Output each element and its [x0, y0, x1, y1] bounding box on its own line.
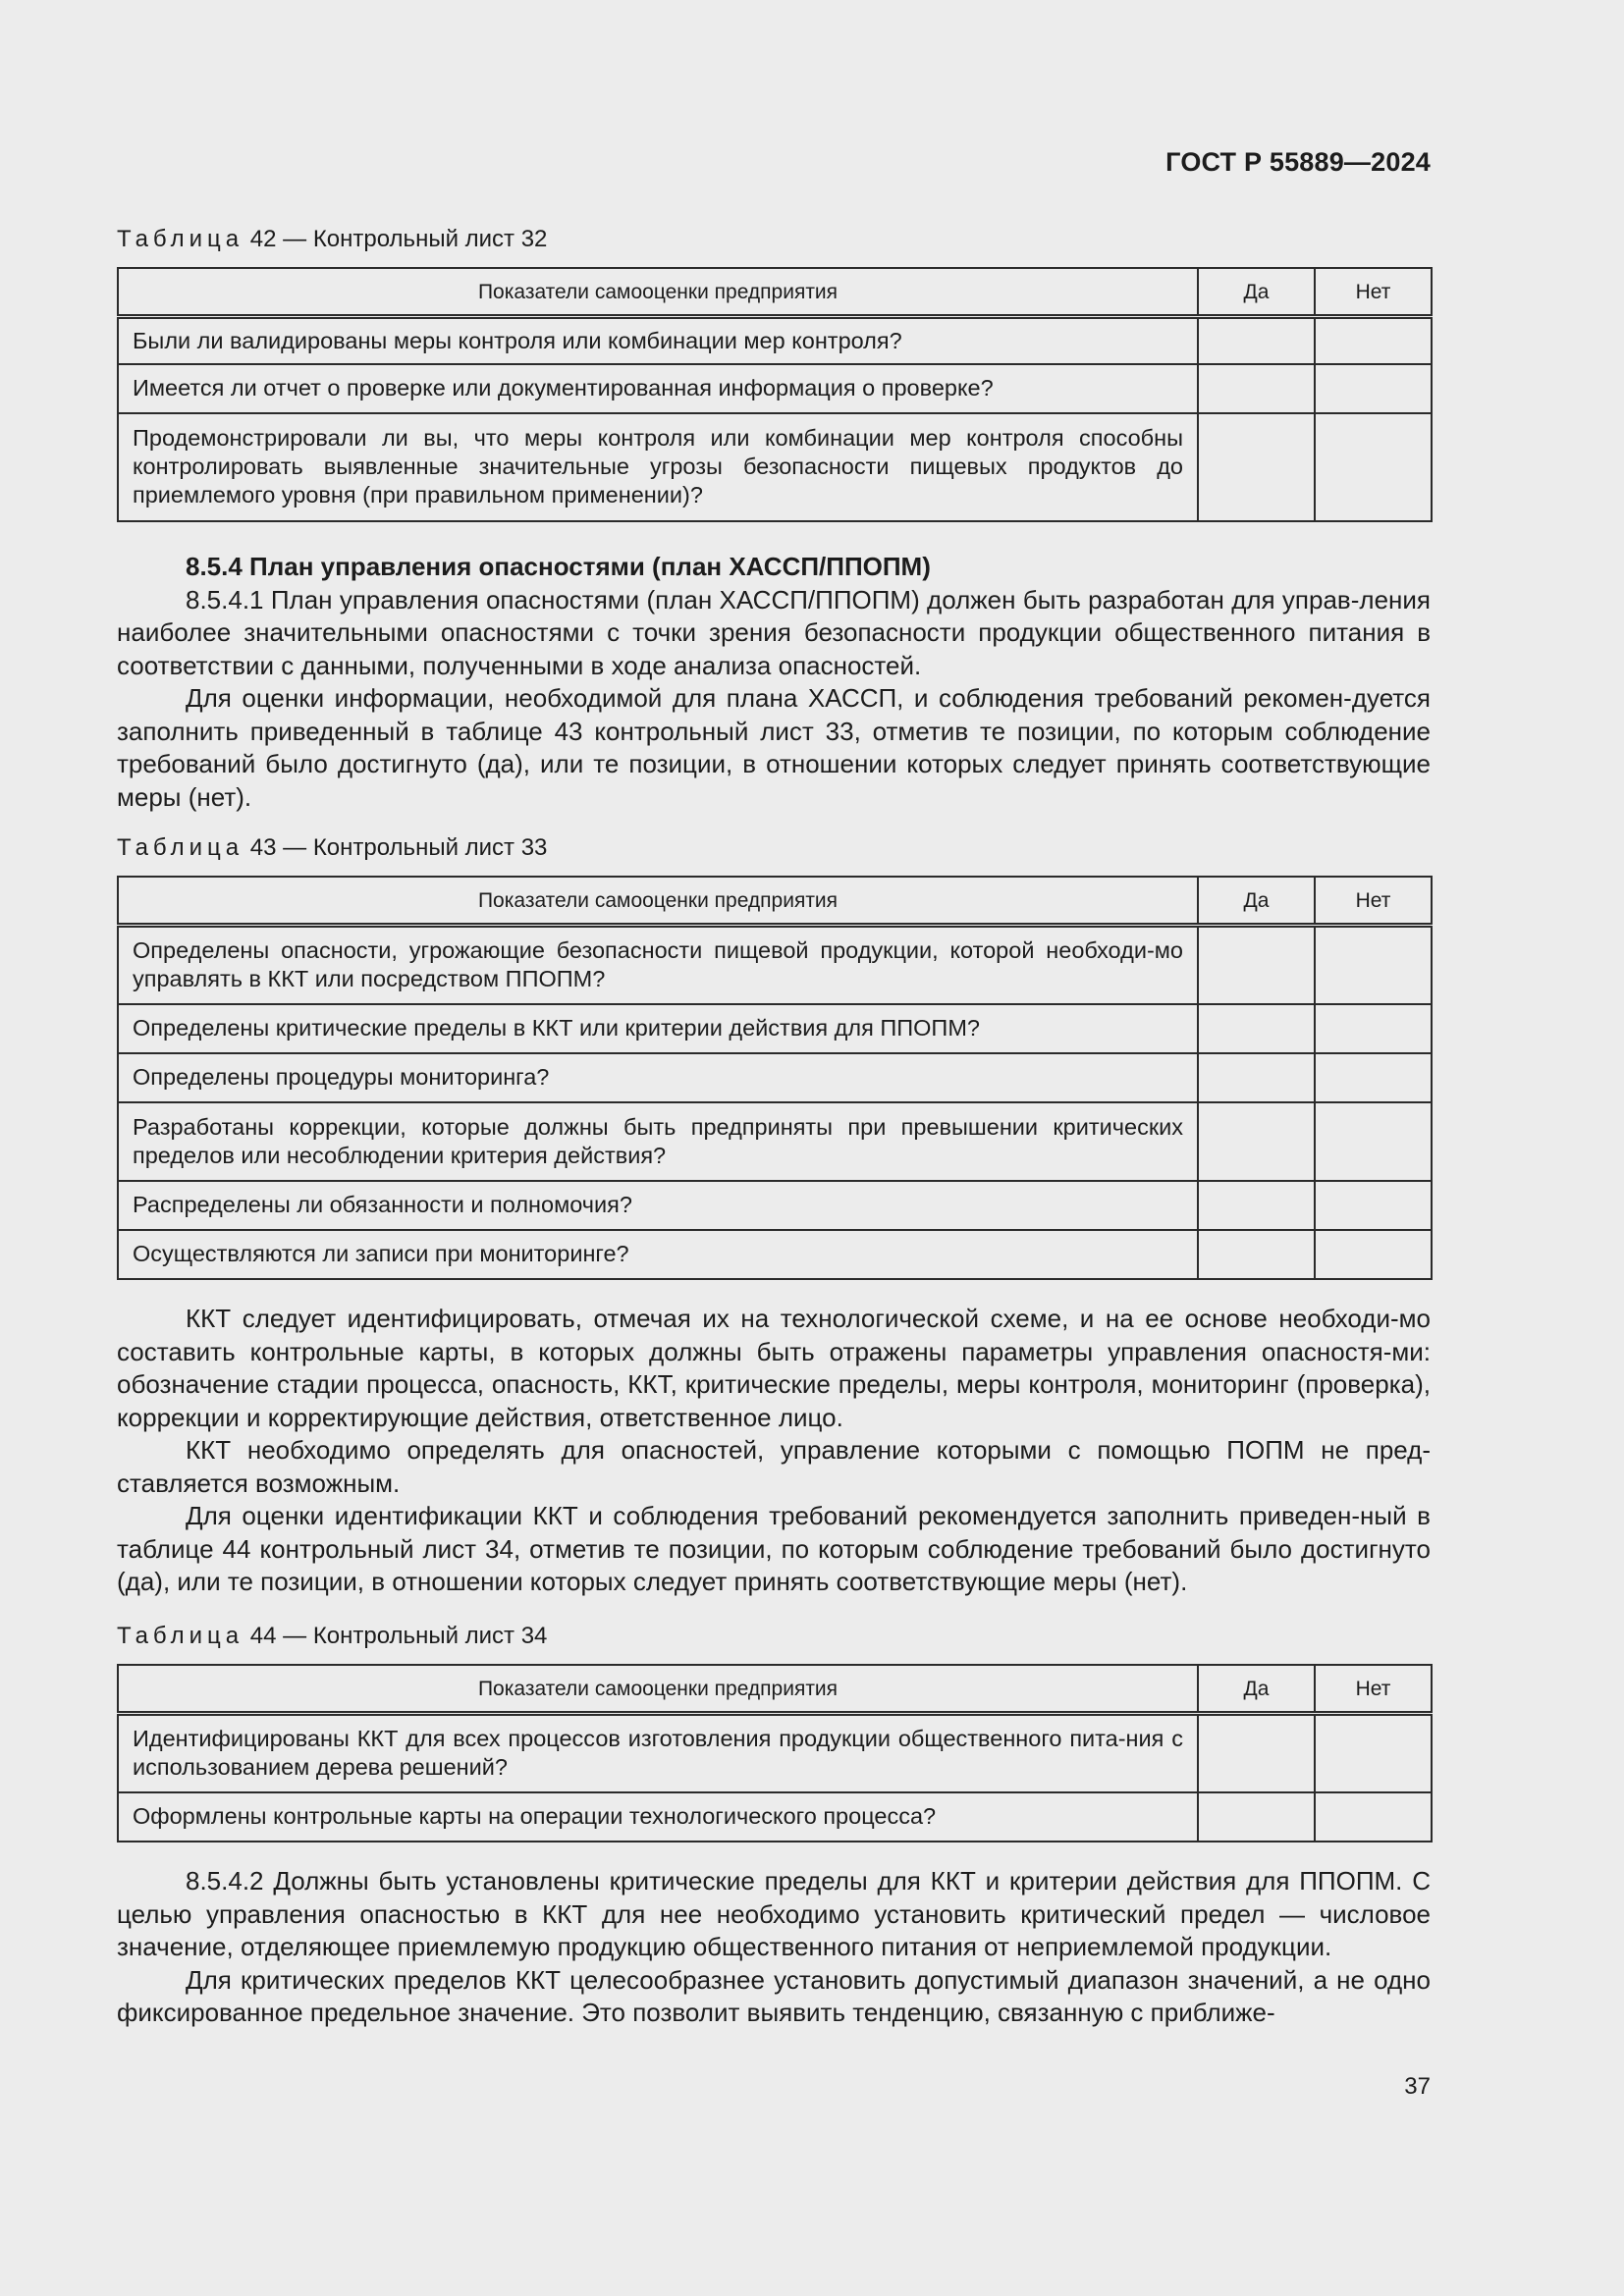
table-44-caption-word: Таблица — [117, 1623, 244, 1649]
yes-cell[interactable] — [1198, 1181, 1315, 1230]
table-row — [118, 413, 1432, 521]
table-44-caption-text: 44 — Контрольный лист 34 — [249, 1623, 548, 1649]
checklist-table-34 — [117, 1664, 1433, 1842]
standard-designation: ГОСТ Р 55889—2024 — [1165, 147, 1431, 177]
paragraph: 8.5.4.2 Должны быть установлены критические пределы для ККТ и критерии действия для ППОПМ. С целью управления опасностью в ККТ для нее необходимо установить критический предел — числовое значение, отделяющее приемлемую продукцию общественного питания от неприемлемой продукции. — [117, 1866, 1431, 1961]
text-after-table-43 — [117, 1303, 1431, 1599]
column-header-yes: Да — [1198, 1665, 1315, 1714]
table-row — [118, 1053, 1432, 1102]
column-header-yes: Да — [1198, 877, 1315, 926]
column-header-indicator: Показатели самооценки предприятия — [118, 268, 1198, 317]
paragraph: Для оценки идентификации ККТ и соблюдения требований рекомендуется заполнить приведен-ный в таблице 44 контрольный лист 34, отметив те позиции, по которым соблюдение требований было достигнуто (да), или те позиции, в отношении которых следует принять соответствующие меры (нет). — [117, 1501, 1431, 1596]
table-header-row — [118, 877, 1432, 926]
page-number: 37 — [1404, 2073, 1431, 2100]
question-cell: Имеется ли отчет о проверке или документированная информация о проверке? — [118, 364, 1198, 413]
question-cell: Определены критические пределы в ККТ или критерии действия для ППОПМ? — [118, 1004, 1198, 1053]
yes-cell[interactable] — [1198, 317, 1315, 364]
no-cell[interactable] — [1315, 1792, 1432, 1842]
question-cell: Определены опасности, угрожающие безопасности пищевой продукции, которой необходи-мо управлять в ККТ или посредством ППОПМ? — [118, 926, 1198, 1004]
table-row — [118, 1004, 1432, 1053]
question-cell: Разработаны коррекции, которые должны быть предприняты при превышении критических пределов или несоблюдении критерия действия? — [118, 1102, 1198, 1181]
table-42-caption-word: Таблица — [117, 226, 244, 252]
yes-cell[interactable] — [1198, 1053, 1315, 1102]
no-cell[interactable] — [1315, 1053, 1432, 1102]
question-cell: Продемонстрировали ли вы, что меры контроля или комбинации мер контроля способны контролировать выявленные значительные угрозы безопасности пищевых продуктов до приемлемого уровня (при правильном применении)? — [118, 413, 1198, 521]
no-cell[interactable] — [1315, 1181, 1432, 1230]
table-row — [118, 1792, 1432, 1842]
question-cell: Оформлены контрольные карты на операции технологического процесса? — [118, 1792, 1198, 1842]
question-cell: Распределены ли обязанности и полномочия? — [118, 1181, 1198, 1230]
section-8-5-4 — [117, 551, 1431, 814]
no-cell[interactable] — [1315, 1230, 1432, 1279]
no-cell[interactable] — [1315, 1714, 1432, 1792]
yes-cell[interactable] — [1198, 1230, 1315, 1279]
question-cell: Идентифицированы ККТ для всех процессов изготовления продукции общественного пита-ния с использованием дерева решений? — [118, 1714, 1198, 1792]
paragraph: ККТ необходимо определять для опасностей, управление которыми с помощью ПОПМ не пред-ставляется возможным. — [117, 1435, 1431, 1498]
table-44-caption — [117, 1623, 547, 1650]
table-header-row — [118, 268, 1432, 317]
yes-cell[interactable] — [1198, 926, 1315, 1004]
column-header-no: Нет — [1315, 877, 1432, 926]
yes-cell[interactable] — [1198, 1102, 1315, 1181]
table-row — [118, 1714, 1432, 1792]
yes-cell[interactable] — [1198, 1792, 1315, 1842]
table-42-caption — [117, 226, 547, 253]
paragraph: ККТ следует идентифицировать, отмечая их на технологической схеме, и на ее основе необходи-мо составить контрольные карты, в которых должны быть отражены параметры управления опасностя-ми: обозначение стадии процесса, опасность, ККТ, критические пределы, меры контроля, мониторинг (проверка), коррекции и корректирующие действия, ответственное лицо. — [117, 1304, 1431, 1432]
table-header-row — [118, 1665, 1432, 1714]
table-43-caption-text: 43 — Контрольный лист 33 — [249, 834, 548, 861]
checklist-table-32 — [117, 267, 1433, 522]
table-row — [118, 1181, 1432, 1230]
column-header-no: Нет — [1315, 1665, 1432, 1714]
table-43-caption-word: Таблица — [117, 834, 244, 861]
table-43-caption — [117, 834, 547, 862]
table-row — [118, 317, 1432, 364]
table-row — [118, 1230, 1432, 1279]
yes-cell[interactable] — [1198, 1714, 1315, 1792]
question-cell: Определены процедуры мониторинга? — [118, 1053, 1198, 1102]
question-cell: Были ли валидированы меры контроля или комбинации мер контроля? — [118, 317, 1198, 364]
no-cell[interactable] — [1315, 413, 1432, 521]
yes-cell[interactable] — [1198, 413, 1315, 521]
no-cell[interactable] — [1315, 926, 1432, 1004]
table-42-caption-text: 42 — Контрольный лист 32 — [249, 226, 548, 252]
no-cell[interactable] — [1315, 1004, 1432, 1053]
column-header-indicator: Показатели самооценки предприятия — [118, 877, 1198, 926]
section-title: 8.5.4 План управления опасностями (план ХАССП/ППОПМ) — [186, 552, 931, 581]
yes-cell[interactable] — [1198, 1004, 1315, 1053]
no-cell[interactable] — [1315, 317, 1432, 364]
paragraph: Для оценки информации, необходимой для плана ХАССП, и соблюдения требований рекомен-дуется заполнить приведенный в таблице 43 контрольный лист 33, отметив те позиции, по которым соблюдение требований было достигнуто (да), или те позиции, в отношении которых следует принять соответствующие меры (нет). — [117, 683, 1431, 812]
table-row — [118, 364, 1432, 413]
table-row — [118, 1102, 1432, 1181]
no-cell[interactable] — [1315, 1102, 1432, 1181]
table-row — [118, 926, 1432, 1004]
checklist-table-33 — [117, 876, 1433, 1280]
paragraph: 8.5.4.1 План управления опасностями (план ХАССП/ППОПМ) должен быть разработан для управ-ления наиболее значительными опасностями с точки зрения безопасности продукции общественного питания в соответствии с данными, полученными в ходе анализа опасностей. — [117, 584, 1431, 680]
question-cell: Осуществляются ли записи при мониторинге? — [118, 1230, 1198, 1279]
column-header-indicator: Показатели самооценки предприятия — [118, 1665, 1198, 1714]
yes-cell[interactable] — [1198, 364, 1315, 413]
column-header-no: Нет — [1315, 268, 1432, 317]
text-after-table-44 — [117, 1865, 1431, 2030]
paragraph: Для критических пределов ККТ целесообразнее установить допустимый диапазон значений, а не одно фиксированное предельное значение. Это позволит выявить тенденцию, связанную с приближе- — [117, 1964, 1431, 2027]
column-header-yes: Да — [1198, 268, 1315, 317]
no-cell[interactable] — [1315, 364, 1432, 413]
